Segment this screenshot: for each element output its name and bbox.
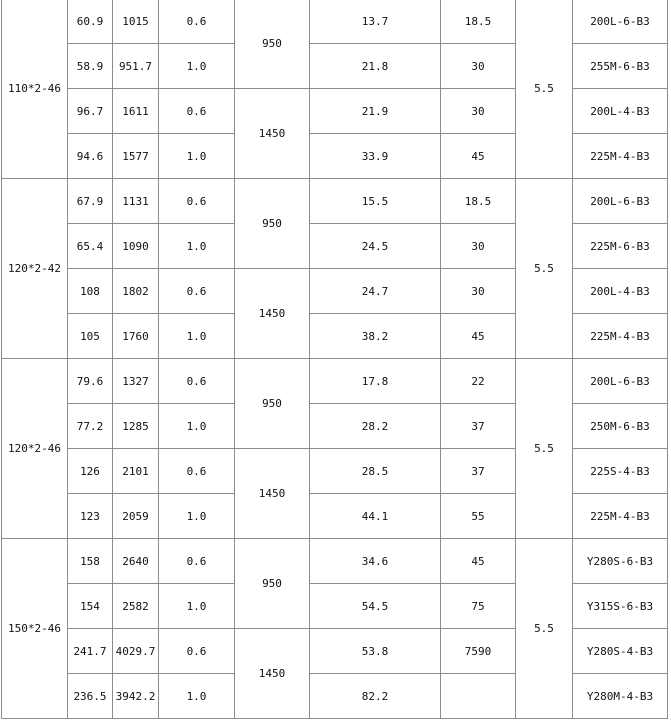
- flow-m3h-cell: 2101: [113, 449, 159, 494]
- motor-model-cell: 200L-4-B3: [573, 89, 668, 134]
- motor-model-cell: 225S-4-B3: [573, 449, 668, 494]
- ratio-cell: 0.6: [159, 449, 235, 494]
- shaft-power-cell: 82.2: [310, 674, 441, 719]
- flow-ls-cell: 77.2: [68, 404, 113, 449]
- flow-m3h-cell: 1760: [113, 314, 159, 359]
- table-row: [2, 539, 668, 584]
- motor-power-cell: [441, 674, 516, 719]
- flow-m3h-cell: 3942.2: [113, 674, 159, 719]
- flow-ls-cell: 241.7: [68, 629, 113, 674]
- motor-power-cell: 30: [441, 224, 516, 269]
- flow-ls-cell: 79.6: [68, 359, 113, 404]
- motor-model-cell: Y280M-4-B3: [573, 674, 668, 719]
- shaft-power-cell: 24.7: [310, 269, 441, 314]
- motor-power-cell: 30: [441, 269, 516, 314]
- shaft-power-cell: 28.2: [310, 404, 441, 449]
- motor-model-cell: 225M-4-B3: [573, 134, 668, 179]
- speed-cell: 1450: [235, 449, 310, 539]
- flow-ls-cell: 60.9: [68, 0, 113, 44]
- flow-ls-cell: 105: [68, 314, 113, 359]
- motor-model-cell: Y280S-4-B3: [573, 629, 668, 674]
- pump-model-cell: 120*2-42: [2, 179, 68, 359]
- ratio-cell: 0.6: [159, 359, 235, 404]
- pump-model-cell: 150*2-46: [2, 539, 68, 719]
- motor-model-cell: 250M-6-B3: [573, 404, 668, 449]
- speed-cell: 1450: [235, 89, 310, 179]
- ratio-cell: 1.0: [159, 674, 235, 719]
- shaft-power-cell: 21.9: [310, 89, 441, 134]
- flow-ls-cell: 236.5: [68, 674, 113, 719]
- flow-m3h-cell: 951.7: [113, 44, 159, 89]
- motor-power-cell: 7590: [441, 629, 516, 674]
- shaft-power-cell: 24.5: [310, 224, 441, 269]
- flow-ls-cell: 108: [68, 269, 113, 314]
- flow-m3h-cell: 1285: [113, 404, 159, 449]
- speed-cell: 950: [235, 359, 310, 449]
- npsh-cell: 5.5: [516, 179, 573, 359]
- motor-power-cell: 30: [441, 89, 516, 134]
- shaft-power-cell: 17.8: [310, 359, 441, 404]
- motor-model-cell: 255M-6-B3: [573, 44, 668, 89]
- motor-power-cell: 22: [441, 359, 516, 404]
- shaft-power-cell: 38.2: [310, 314, 441, 359]
- motor-model-cell: 225M-4-B3: [573, 494, 668, 539]
- table-row: [2, 179, 668, 224]
- shaft-power-cell: 54.5: [310, 584, 441, 629]
- motor-model-cell: 225M-6-B3: [573, 224, 668, 269]
- ratio-cell: 1.0: [159, 584, 235, 629]
- motor-power-cell: 18.5: [441, 179, 516, 224]
- speed-cell: 950: [235, 539, 310, 629]
- flow-m3h-cell: 2582: [113, 584, 159, 629]
- shaft-power-cell: 44.1: [310, 494, 441, 539]
- ratio-cell: 1.0: [159, 314, 235, 359]
- flow-m3h-cell: 1131: [113, 179, 159, 224]
- motor-power-cell: 30: [441, 44, 516, 89]
- shaft-power-cell: 33.9: [310, 134, 441, 179]
- motor-model-cell: 200L-6-B3: [573, 359, 668, 404]
- ratio-cell: 1.0: [159, 494, 235, 539]
- npsh-cell: 5.5: [516, 0, 573, 179]
- motor-power-cell: 75: [441, 584, 516, 629]
- pump-model-cell: 120*2-46: [2, 359, 68, 539]
- flow-ls-cell: 158: [68, 539, 113, 584]
- motor-power-cell: 55: [441, 494, 516, 539]
- npsh-cell: 5.5: [516, 539, 573, 719]
- motor-model-cell: Y280S-6-B3: [573, 539, 668, 584]
- flow-m3h-cell: 1611: [113, 89, 159, 134]
- flow-m3h-cell: 1802: [113, 269, 159, 314]
- motor-model-cell: 200L-6-B3: [573, 0, 668, 44]
- motor-power-cell: 37: [441, 449, 516, 494]
- pump-spec-body: [2, 0, 668, 719]
- ratio-cell: 0.6: [159, 179, 235, 224]
- shaft-power-cell: 21.8: [310, 44, 441, 89]
- motor-power-cell: 45: [441, 314, 516, 359]
- pump-spec-table: [1, 0, 668, 719]
- motor-model-cell: 225M-4-B3: [573, 314, 668, 359]
- table-row: [2, 359, 668, 404]
- motor-power-cell: 45: [441, 134, 516, 179]
- shaft-power-cell: 15.5: [310, 179, 441, 224]
- ratio-cell: 0.6: [159, 0, 235, 44]
- npsh-cell: 5.5: [516, 359, 573, 539]
- flow-m3h-cell: 1090: [113, 224, 159, 269]
- table-row: [2, 0, 668, 44]
- ratio-cell: 1.0: [159, 134, 235, 179]
- shaft-power-cell: 13.7: [310, 0, 441, 44]
- flow-ls-cell: 58.9: [68, 44, 113, 89]
- motor-model-cell: 200L-4-B3: [573, 269, 668, 314]
- ratio-cell: 0.6: [159, 269, 235, 314]
- ratio-cell: 0.6: [159, 629, 235, 674]
- flow-m3h-cell: 1577: [113, 134, 159, 179]
- shaft-power-cell: 34.6: [310, 539, 441, 584]
- flow-m3h-cell: 4029.7: [113, 629, 159, 674]
- flow-ls-cell: 123: [68, 494, 113, 539]
- shaft-power-cell: 28.5: [310, 449, 441, 494]
- flow-ls-cell: 65.4: [68, 224, 113, 269]
- flow-ls-cell: 126: [68, 449, 113, 494]
- flow-m3h-cell: 1327: [113, 359, 159, 404]
- flow-ls-cell: 96.7: [68, 89, 113, 134]
- flow-ls-cell: 154: [68, 584, 113, 629]
- speed-cell: 950: [235, 0, 310, 89]
- speed-cell: 950: [235, 179, 310, 269]
- flow-ls-cell: 67.9: [68, 179, 113, 224]
- motor-power-cell: 18.5: [441, 0, 516, 44]
- motor-model-cell: Y315S-6-B3: [573, 584, 668, 629]
- ratio-cell: 0.6: [159, 89, 235, 134]
- motor-model-cell: 200L-6-B3: [573, 179, 668, 224]
- flow-ls-cell: 94.6: [68, 134, 113, 179]
- ratio-cell: 1.0: [159, 44, 235, 89]
- flow-m3h-cell: 2059: [113, 494, 159, 539]
- flow-m3h-cell: 1015: [113, 0, 159, 44]
- pump-model-cell: 110*2-46: [2, 0, 68, 179]
- ratio-cell: 1.0: [159, 224, 235, 269]
- speed-cell: 1450: [235, 629, 310, 719]
- shaft-power-cell: 53.8: [310, 629, 441, 674]
- motor-power-cell: 37: [441, 404, 516, 449]
- ratio-cell: 0.6: [159, 539, 235, 584]
- flow-m3h-cell: 2640: [113, 539, 159, 584]
- motor-power-cell: 45: [441, 539, 516, 584]
- ratio-cell: 1.0: [159, 404, 235, 449]
- speed-cell: 1450: [235, 269, 310, 359]
